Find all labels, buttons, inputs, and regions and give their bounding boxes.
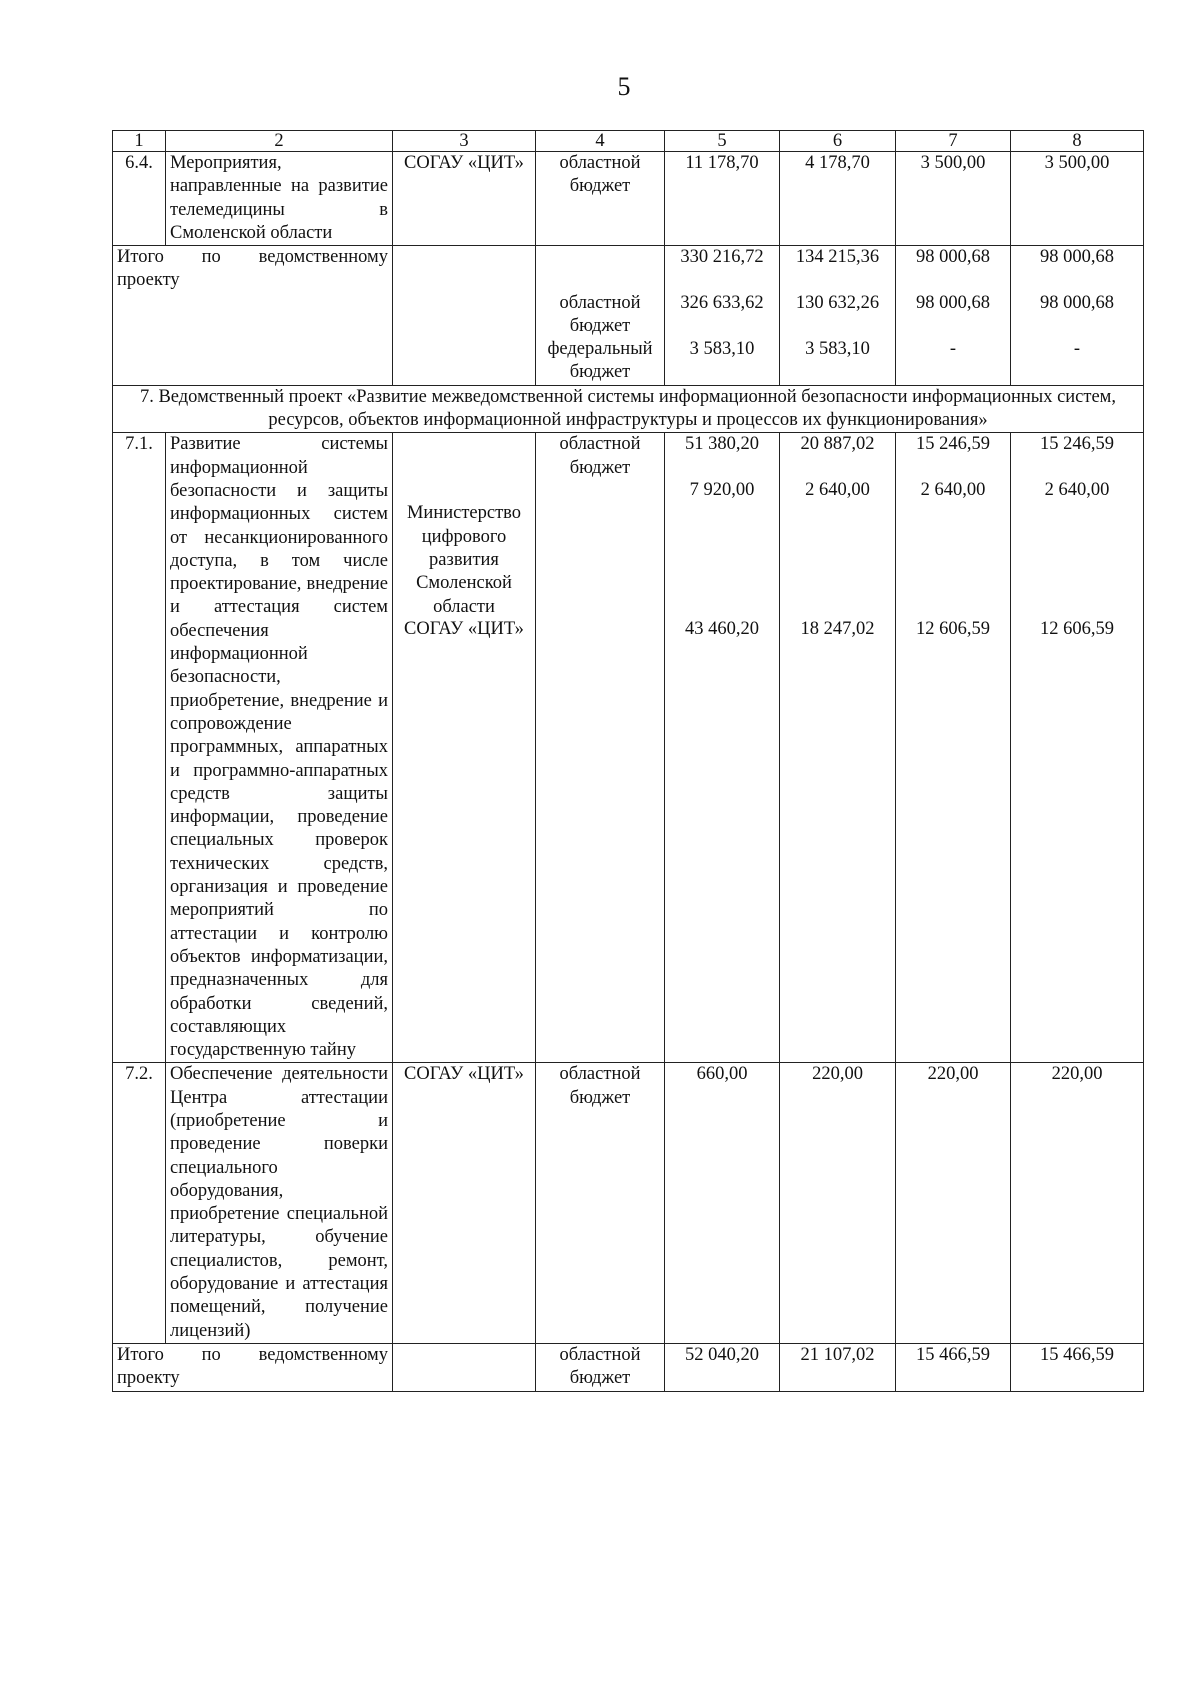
- value-col-7: 220,00: [896, 1063, 1011, 1344]
- value-cit: 12 606,59: [1040, 619, 1114, 640]
- value-col-8: 15 466,59: [1011, 1343, 1144, 1391]
- funding-source: областной бюджет: [536, 433, 665, 1063]
- row-number: 7.1.: [113, 433, 166, 1063]
- value-col-7: 3 500,00: [896, 152, 1011, 246]
- executor: СОГАУ «ЦИТ»: [404, 619, 524, 640]
- value-col-8: 220,00: [1011, 1063, 1144, 1344]
- value-cit: 18 247,02: [800, 619, 875, 640]
- value-col-8-stack: [1011, 433, 1144, 1063]
- value-total: 51 380,20: [685, 434, 759, 455]
- funding-source: областной бюджет: [559, 293, 641, 337]
- row-number: 6.4.: [113, 152, 166, 246]
- measure-name: Развитие системы информационной безопасности и защиты информационных систем от несанкционированного доступа, в том числе проектирование, внедрение и аттестация систем обеспечения информационной безопасности, приобретение, внедрение и сопровождение программных, аппаратных и программно-аппаратных средств защиты информации, проведение специальных проверок технических средств, организация и проведение мероприятий по аттестации и контролю объектов информатизации, предназначенных для обработки сведений, составляющих государственную тайну: [166, 433, 393, 1063]
- value-col-6: 21 107,02: [780, 1343, 896, 1391]
- value: 98 000,68: [1040, 247, 1114, 268]
- value-col-6: 4 178,70: [780, 152, 896, 246]
- page-number: 5: [617, 72, 631, 101]
- value: 130 632,26: [795, 293, 880, 314]
- total-label: Итого по ведомственному проекту: [113, 246, 393, 386]
- value-col-5-stack: [665, 246, 780, 386]
- funding-source: областной бюджет: [536, 1343, 665, 1391]
- header-cell: 8: [1011, 131, 1144, 152]
- section-title: 7. Ведомственный проект «Развитие межведомственной системы информационной безопасности информационных систем, ресурсов, объектов информационной инфраструктуры и процессов их функционирования»: [113, 385, 1144, 433]
- value: 330 216,72: [680, 247, 764, 268]
- header-cell: 1: [113, 131, 166, 152]
- funding-source: [538, 246, 662, 292]
- header-cell: 6: [780, 131, 896, 152]
- funding-source: федеральный бюджет: [547, 339, 653, 383]
- executor: СОГАУ «ЦИТ»: [393, 152, 536, 246]
- value-cit: 12 606,59: [916, 619, 990, 640]
- executor: Министерство цифрового развития Смоленской области: [406, 503, 522, 617]
- total-row-project-6: [113, 246, 1144, 386]
- executor: СОГАУ «ЦИТ»: [393, 1063, 536, 1344]
- value-total: 20 887,02: [800, 434, 875, 455]
- total-row-project-7: [113, 1343, 1144, 1391]
- header-cell: 5: [665, 131, 780, 152]
- value: 98 000,68: [1040, 293, 1114, 314]
- value: 3 583,10: [689, 339, 755, 360]
- value-ministry: 7 920,00: [689, 480, 755, 501]
- value: -: [1073, 339, 1081, 360]
- value: 98 000,68: [916, 247, 990, 268]
- funding-source-stack: [536, 246, 665, 386]
- value-col-5: 11 178,70: [665, 152, 780, 246]
- executor-stack: [393, 433, 536, 1063]
- measure-name: Мероприятия, направленные на развитие телемедицины в Смоленской области: [166, 152, 393, 246]
- funding-source: областной бюджет: [536, 1063, 665, 1344]
- value-col-8-stack: [1011, 246, 1144, 386]
- header-cell: 3: [393, 131, 536, 152]
- value: 98 000,68: [916, 293, 990, 314]
- value-ministry: 2 640,00: [1044, 480, 1110, 501]
- value-col-5: 660,00: [665, 1063, 780, 1344]
- row-number: 7.2.: [113, 1063, 166, 1344]
- value-col-6-stack: [780, 433, 896, 1063]
- measure-name: Обеспечение деятельности Центра аттестации (приобретение и проведение поверки специального оборудования, приобретение специальной литературы, обучение специалистов, ремонт, оборудование и аттестация помещений, получение лицензий): [166, 1063, 393, 1344]
- section-7-row: [113, 385, 1144, 433]
- value: 134 215,36: [795, 247, 880, 268]
- funding-source: областной бюджет: [536, 152, 665, 246]
- header-cell: 2: [166, 131, 393, 152]
- value-ministry: 2 640,00: [805, 480, 870, 501]
- value-col-7-stack: [896, 433, 1011, 1063]
- value-col-5: 52 040,20: [665, 1343, 780, 1391]
- table-row-6-4: [113, 152, 1144, 246]
- value-col-8: 3 500,00: [1011, 152, 1144, 246]
- value-col-7: 15 466,59: [896, 1343, 1011, 1391]
- value-total: 15 246,59: [1040, 434, 1114, 455]
- executor-empty: [393, 246, 536, 386]
- value: 3 583,10: [805, 339, 870, 360]
- value: -: [949, 339, 957, 360]
- value-total: 15 246,59: [916, 434, 990, 455]
- header-row: [113, 131, 1144, 152]
- value-col-6: 220,00: [780, 1063, 896, 1344]
- value-cit: 43 460,20: [685, 619, 759, 640]
- table-row-7-1: [113, 433, 1144, 1063]
- header-cell: 4: [536, 131, 665, 152]
- executor-empty: [393, 1343, 536, 1391]
- value-col-5-stack: [665, 433, 780, 1063]
- value-col-7-stack: [896, 246, 1011, 386]
- value: 326 633,62: [680, 293, 764, 314]
- header-cell: 7: [896, 131, 1011, 152]
- value-col-6-stack: [780, 246, 896, 386]
- table-row-7-2: [113, 1063, 1144, 1344]
- value-ministry: 2 640,00: [920, 480, 986, 501]
- total-label: Итого по ведомственному проекту: [113, 1343, 393, 1391]
- budget-table: [112, 130, 1144, 1392]
